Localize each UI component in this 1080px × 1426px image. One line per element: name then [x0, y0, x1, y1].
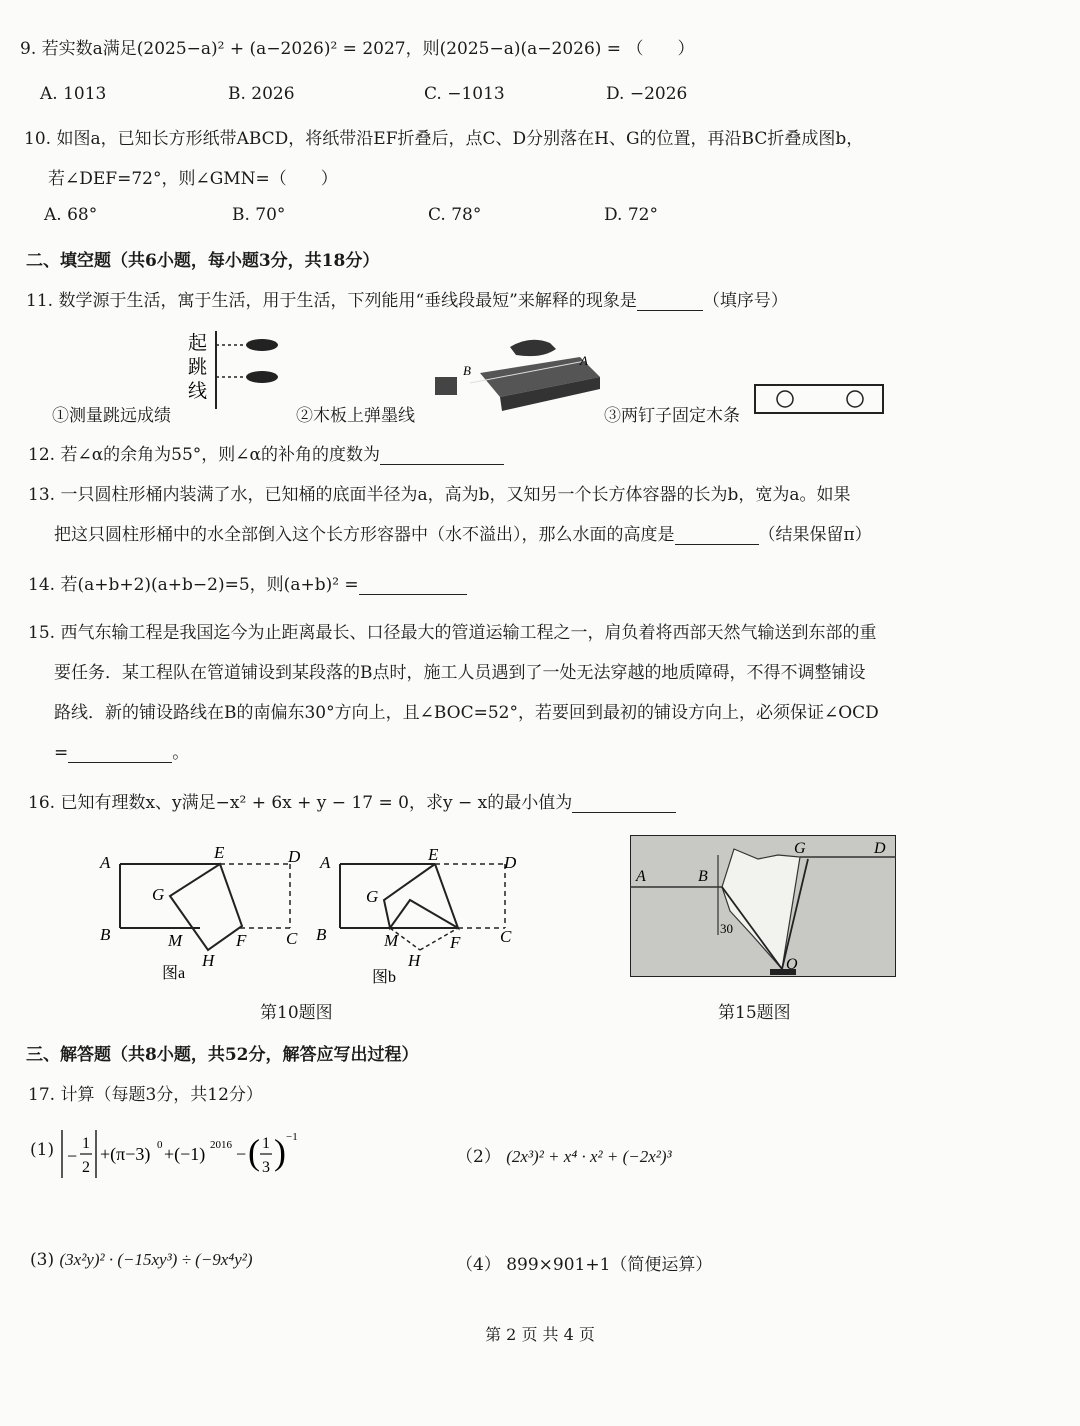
q14-stem: 14. 若(a+b+2)(a+b−2)=5，则(a+b)² = [28, 570, 467, 595]
svg-text:): ) [274, 1132, 286, 1172]
svg-text:+(−1): +(−1) [164, 1144, 206, 1164]
q15-line4: = 。 [54, 743, 190, 763]
fig10a-label-m: M [168, 931, 183, 950]
label-b: B [463, 363, 471, 378]
q14-answer-blank[interactable] [359, 594, 467, 595]
fig15-label-o: O [786, 956, 798, 973]
fig10b-caption: 图b [372, 969, 397, 986]
q10-option-c[interactable]: C. 78° [428, 205, 482, 225]
fig10b-label-c: C [500, 927, 512, 946]
svg-text:−: − [236, 1144, 247, 1164]
q11-stem: 11. 数学源于生活，寓于生活，用于生活，下列能用“垂线段最短”来解释的现象是 （填序号） [26, 291, 788, 311]
fig10a-label-b: B [100, 925, 111, 944]
q17-p2: （2） (2x³)² + x⁴ · x² + (−2x²)³ [456, 1147, 672, 1167]
fig10a-label-h: H [202, 951, 215, 970]
fig15-label-d: D [874, 840, 886, 857]
fig10b-label-g: G [366, 887, 379, 906]
svg-text:0: 0 [157, 1139, 163, 1151]
fig10b-label-b: B [316, 925, 327, 944]
q15-line3: 路线．新的铺设路线在B的南偏东30°方向上，且∠BOC=52°，若要回到最初的铺设方向上，必须保证∠OCD [54, 703, 879, 723]
q17-p3: (3) (3x²y)² · (−15xy³) ÷ (−9x⁴y²) [30, 1250, 253, 1270]
q10-option-b[interactable]: B. 70° [232, 205, 286, 225]
start-line-label-3: 线 [188, 381, 208, 402]
q17-stem: 17. 计算（每题3分，共12分） [28, 1085, 263, 1105]
q15-line2: 要任务．某工程队在管道铺设到某段落的B点时，施工人员遇到了一处无法穿越的地质障碍，不得不调整铺设 [54, 663, 866, 683]
q10-line1: 10. 如图a，已知长方形纸带ABCD，将纸带沿EF折叠后，点C、D分别落在H、G的位置，再沿BC折叠成图b， [24, 129, 864, 149]
q9-option-b[interactable]: B. 2026 [228, 84, 295, 104]
fig15-label-g: G [794, 840, 806, 857]
q9-option-c[interactable]: C. −1013 [424, 84, 505, 104]
q15-answer-blank[interactable] [68, 762, 172, 763]
fig10a-label-f: F [236, 931, 247, 950]
svg-text:3: 3 [262, 1159, 270, 1176]
fig15-diagram [630, 835, 896, 977]
fig10a-label-c: C [286, 929, 298, 948]
svg-text:1: 1 [82, 1135, 90, 1152]
section-3-heading: 三、解答题（共8小题，共52分，解答应写出过程） [26, 1045, 419, 1065]
q11-answer-blank[interactable] [637, 310, 703, 311]
fig10b-label-h: H [408, 951, 421, 970]
q13-line1: 13. 一只圆柱形桶内装满了水，已知桶的底面半径为a，高为b，又知另一个长方体容器的长为b，宽为a。如果 [28, 485, 851, 505]
start-line-label-2: 跳 [188, 357, 208, 378]
wood-strip [755, 385, 883, 413]
nail-icon [777, 391, 793, 407]
q12-stem: 12. 若∠α的余角为55°，则∠α的补角的度数为 [28, 440, 504, 465]
fig15-label-a: A [636, 868, 646, 885]
fig10b-label-e: E [428, 845, 439, 864]
q9-option-d[interactable]: D. −2026 [606, 84, 688, 104]
svg-text:1: 1 [262, 1135, 270, 1152]
fig10a-label-g: G [152, 885, 165, 904]
section-2-heading: 二、填空题（共6小题，每小题3分，共18分） [26, 251, 380, 271]
page-footer: 第 2 页 共 4 页 [485, 1325, 595, 1344]
footprint-icon [246, 339, 278, 351]
svg-text:2: 2 [82, 1159, 90, 1176]
q13-line2: 把这只圆柱形桶中的水全部倒入这个长方形容器中（水不溢出），那么水面的高度是 （结果保留π） [54, 525, 872, 545]
q9-option-a[interactable]: A. 1013 [40, 84, 107, 104]
q16-stem: 16. 已知有理数x、y满足−x² + 6x + y − 17 = 0，求y − x的最小值为 [28, 788, 676, 813]
label-a: A [580, 353, 588, 368]
svg-text:2016: 2016 [210, 1139, 232, 1151]
fig10a-label-a: A [100, 853, 111, 872]
q10-option-d[interactable]: D. 72° [604, 205, 658, 225]
fig10b-label-d: D [504, 853, 517, 872]
fig10b-label-f: F [450, 933, 461, 952]
fig15-label-b: B [698, 868, 708, 885]
q11-caption-1: ①测量跳远成绩 [52, 406, 171, 426]
fig10-title: 第10题图 [260, 1003, 333, 1023]
q17-p1-label: (1) [30, 1140, 55, 1160]
svg-text:−: − [67, 1146, 78, 1166]
q9-stem: 9. 若实数a满足(2025−a)² + (a−2026)² = 2027，则(2025−a)(a−2026) = （ ） [20, 39, 695, 59]
fig10a-label-e: E [214, 843, 225, 862]
start-line-label-1: 起 [188, 333, 208, 354]
q11-caption-3: ③两钉子固定木条 [604, 406, 740, 426]
q16-answer-blank[interactable] [572, 812, 676, 813]
q11-caption-2: ②木板上弹墨线 [296, 406, 415, 426]
footprint-icon [246, 371, 278, 383]
q10-line2: 若∠DEF=72°，则∠GMN=（ ） [48, 169, 338, 189]
fig10b-label-m: M [384, 931, 399, 950]
svg-text:+(π−3): +(π−3) [100, 1144, 151, 1164]
fig10b-label-a: A [320, 853, 331, 872]
fig15-title: 第15题图 [718, 1003, 791, 1023]
fig10-diagram [90, 838, 530, 988]
fig10a-label-d: D [288, 847, 301, 866]
fig10a-caption: 图a [162, 965, 186, 982]
fig15-angle-label: 30 [720, 921, 733, 936]
hand-icon [510, 340, 556, 356]
q17-p4: （4） 899×901+1（简便运算） [456, 1255, 713, 1275]
q12-answer-blank[interactable] [380, 464, 504, 465]
nail-icon [847, 391, 863, 407]
hand-icon [435, 377, 457, 395]
svg-text:−1: −1 [286, 1131, 298, 1143]
q15-line1: 15. 西气东输工程是我国迄今为止距离最长、口径最大的管道运输工程之一，肩负着将西部天然气输送到东部的重 [28, 623, 877, 643]
q10-option-a[interactable]: A. 68° [44, 205, 98, 225]
fig10b-folded-part [384, 864, 458, 928]
q17-p1-expression [58, 1124, 338, 1184]
svg-text:(: ( [248, 1132, 260, 1172]
q13-answer-blank[interactable] [675, 544, 759, 545]
